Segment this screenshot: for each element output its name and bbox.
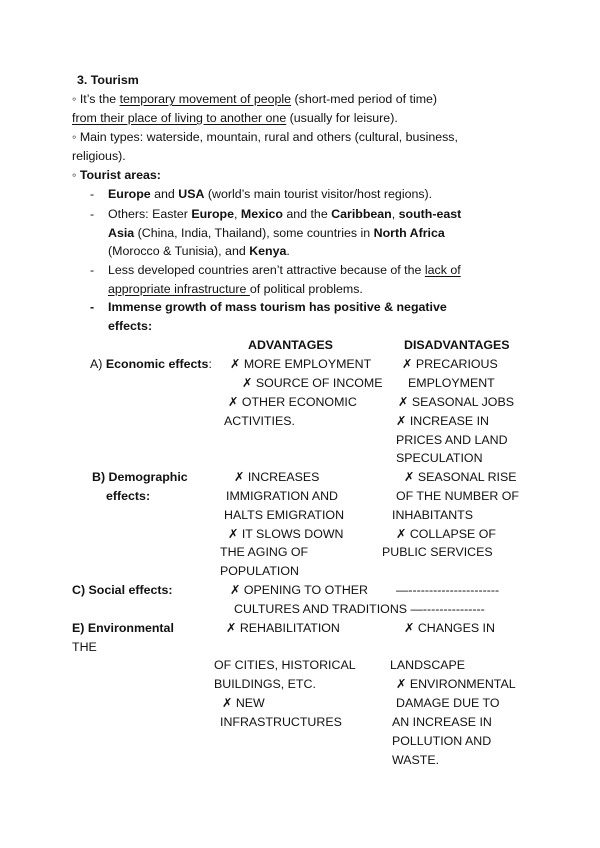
demographic-advantage: IMMIGRATION AND: [226, 489, 338, 503]
economic-disadvantage: PRICES AND LAND: [396, 433, 508, 447]
definition-line-1: ◦ It’s the temporary movement of people (short-med period of time): [72, 92, 438, 106]
area-bullet-3-line-2: appropriate infrastructure of political problems.: [108, 282, 363, 296]
area-bullet-2-line-3: (Morocco & Tunisia), and Kenya.: [108, 244, 290, 258]
page-title: 3. Tourism: [77, 73, 139, 87]
environmental-advantage: ✗ NEW: [222, 696, 265, 710]
economic-disadvantage: ✗ SEASONAL JOBS: [398, 395, 514, 409]
social-effects-label: C) Social effects:: [72, 583, 173, 597]
area-bullet-2: - Others: Easter Europe, Mexico and the Caribbean, south-east: [90, 207, 462, 221]
demographic-advantage: THE AGING OF: [220, 545, 309, 559]
demographic-effects-label: B) Demographic: [92, 470, 188, 484]
environmental-disadvantage: POLLUTION AND: [392, 734, 492, 748]
economic-effects-label: A) Economic effects:: [90, 357, 212, 371]
demographic-advantage: ✗ INCREASES: [234, 470, 320, 484]
advantages-header: ADVANTAGES: [248, 338, 333, 352]
demographic-disadvantage: ✗ COLLAPSE OF: [396, 527, 496, 541]
environmental-disadvantage: ✗ CHANGES IN: [404, 621, 495, 635]
area-bullet-4-line-2: effects:: [108, 319, 153, 333]
environmental-disadvantage: LANDSCAPE: [390, 658, 466, 672]
economic-advantage: ✗ OTHER ECONOMIC: [228, 395, 357, 409]
economic-disadvantage: ✗ INCREASE IN: [396, 414, 490, 428]
environmental-disadvantage: DAMAGE DUE TO: [396, 696, 500, 710]
economic-disadvantage: SPECULATION: [396, 451, 483, 465]
environmental-advantage: BUILDINGS, ETC.: [214, 677, 316, 691]
environmental-effects-label-2: THE: [72, 640, 97, 654]
demographic-disadvantage: INHABITANTS: [392, 508, 474, 522]
demographic-effects-label-2: effects:: [106, 489, 151, 503]
environmental-advantage: INFRASTRUCTURES: [220, 715, 342, 729]
economic-disadvantage: ✗ PRECARIOUS: [402, 357, 498, 371]
area-bullet-3: - Less developed countries aren’t attractive because of the lack of: [90, 263, 461, 277]
demographic-advantage: HALTS EMIGRATION: [224, 508, 345, 522]
disadvantages-header: DISADVANTAGES: [404, 338, 510, 352]
area-bullet-2-line-2: Asia (China, India, Thailand), some countries in North Africa: [108, 226, 445, 240]
economic-disadvantage: EMPLOYMENT: [408, 376, 495, 390]
economic-advantage: ACTIVITIES.: [224, 414, 295, 428]
types-line-1: ◦ Main types: waterside, mountain, rural and others (cultural, business,: [72, 130, 458, 144]
environmental-effects-label: E) Environmental: [72, 621, 174, 635]
economic-advantage: ✗ SOURCE OF INCOME: [242, 376, 383, 390]
environmental-disadvantage: ✗ ENVIRONMENTAL: [396, 677, 516, 691]
social-advantage: CULTURES AND TRADITIONS —---------------: [234, 602, 485, 616]
types-line-2: religious).: [72, 149, 126, 163]
environmental-disadvantage: AN INCREASE IN: [392, 715, 492, 729]
demographic-disadvantage: ✗ SEASONAL RISE: [404, 470, 517, 484]
demographic-advantage: ✗ IT SLOWS DOWN: [228, 527, 344, 541]
tourist-areas-heading: ◦ Tourist areas:: [72, 168, 161, 182]
area-bullet-4: - Immense growth of mass tourism has positive & negative: [90, 300, 447, 314]
social-advantage: ✗ OPENING TO OTHER: [230, 583, 368, 597]
economic-advantage: ✗ MORE EMPLOYMENT: [230, 357, 372, 371]
environmental-disadvantage: WASTE.: [392, 753, 440, 767]
environmental-advantage: OF CITIES, HISTORICAL: [214, 658, 356, 672]
demographic-advantage: POPULATION: [220, 564, 299, 578]
environmental-advantage: ✗ REHABILITATION: [226, 621, 340, 635]
area-bullet-1: - Europe and USA (world’s main tourist visitor/host regions).: [90, 187, 433, 201]
definition-line-2: from their place of living to another one (usually for leisure).: [72, 111, 398, 125]
social-disadvantage-none: —----------------------: [396, 583, 500, 597]
demographic-disadvantage: OF THE NUMBER OF: [396, 489, 519, 503]
demographic-disadvantage: PUBLIC SERVICES: [382, 545, 493, 559]
